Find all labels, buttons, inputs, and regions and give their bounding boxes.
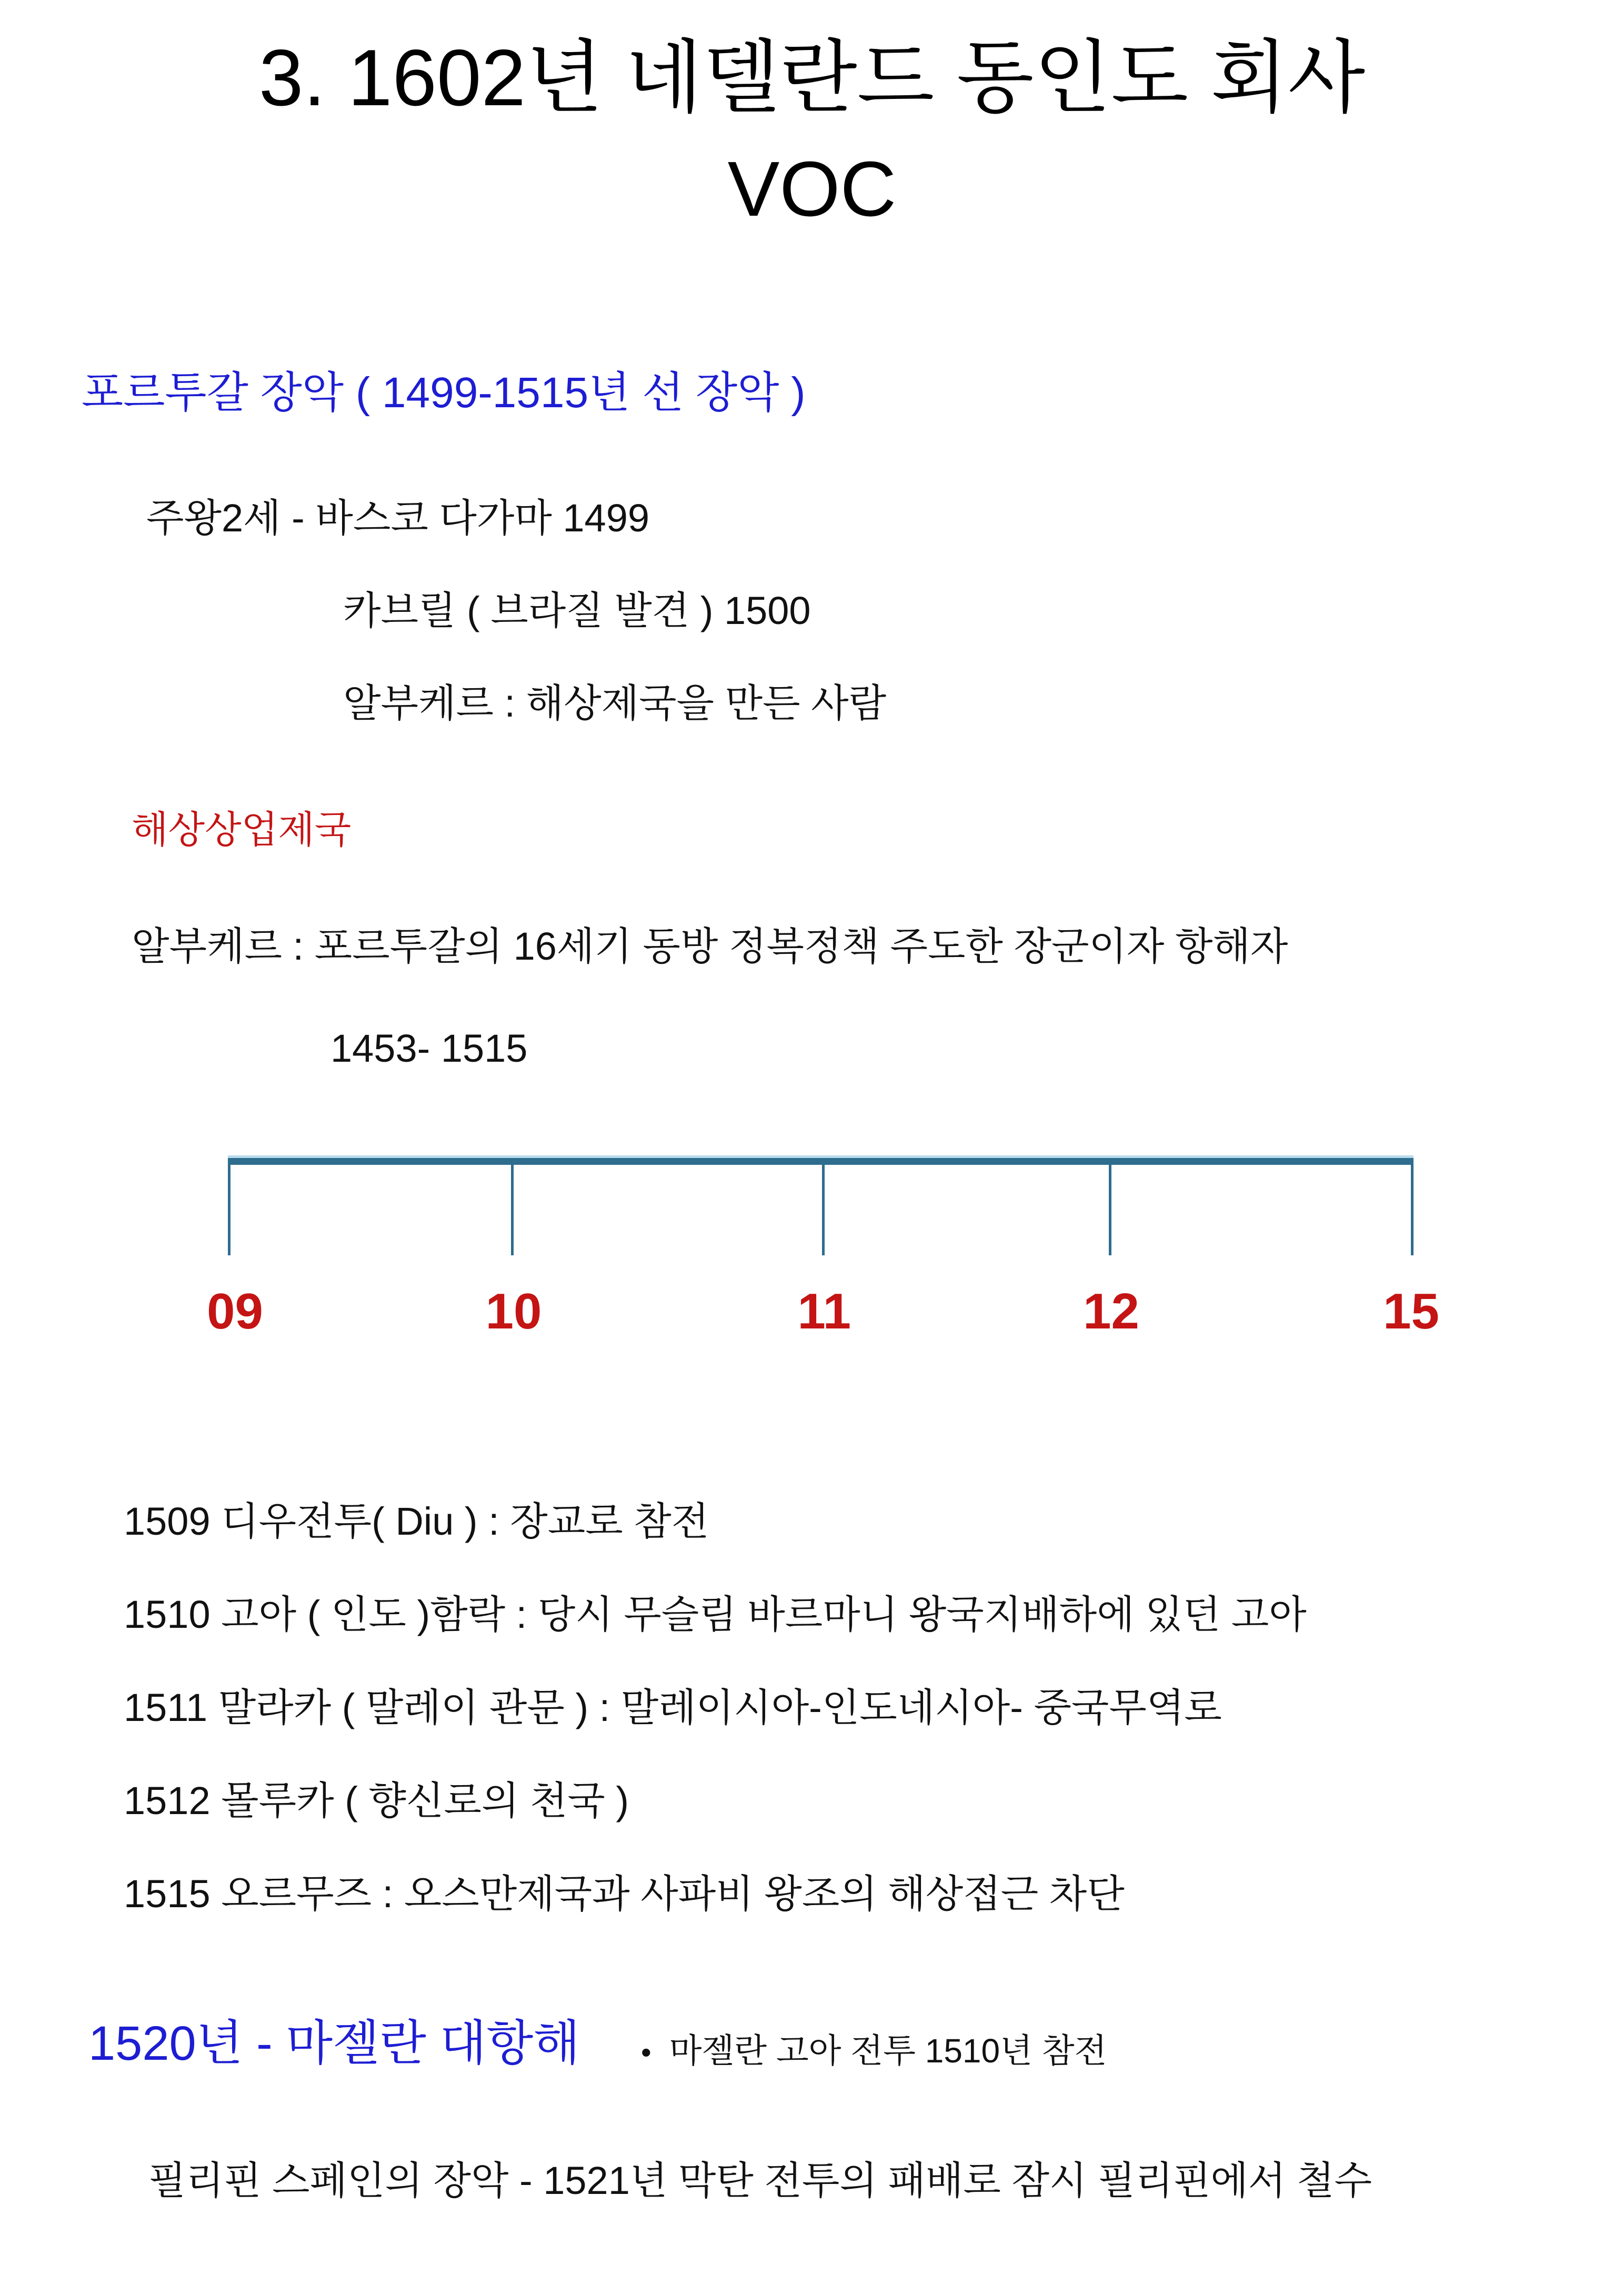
line-albuquerque-description: 알부케르 : 포르투갈의 16세기 동방 정복정책 주도한 장군이자 항해자 — [132, 924, 1288, 968]
bullet-icon: • — [641, 2036, 651, 2069]
timeline-year-label-15: 15 — [1383, 1283, 1439, 1340]
event-1510-goa: 1510 고아 ( 인도 )함락 : 당시 무슬림 바르마니 왕국지배하에 있던 고아 — [124, 1593, 1307, 1636]
line-cabral-brazil: 카브릴 ( 브라질 발견 ) 1500 — [343, 589, 811, 632]
event-1512-moluccas: 1512 몰루카 ( 향신로의 천국 ) — [124, 1779, 629, 1822]
page-title-line1: 3. 1602년 네델란드 동인도 회사 — [258, 33, 1366, 123]
timeline-tick-09 — [228, 1159, 230, 1255]
timeline-tick-10 — [511, 1159, 514, 1255]
page-title-line2: VOC — [727, 146, 897, 233]
timeline-tick-15 — [1411, 1159, 1414, 1255]
timeline-year-label-10: 10 — [485, 1283, 542, 1340]
timeline-bar — [228, 1155, 1414, 1165]
timeline-tick-11 — [822, 1159, 825, 1255]
heading-portugal-seizure: 포르투갈 장악 ( 1499-1515년 선 장악 ) — [82, 369, 806, 417]
line-albuquerque-empire: 알부케르 : 해상제국을 만든 사람 — [343, 681, 887, 725]
timeline-year-label-09: 09 — [207, 1283, 263, 1340]
page-title — [0, 33, 1624, 233]
heading-magellan-voyage: 1520년 - 마젤란 대항해 — [88, 2017, 580, 2070]
event-1509-diu: 1509 디우전투( Diu ) : 장교로 참전 — [124, 1499, 709, 1543]
label-maritime-commercial-empire: 해상상업제국 — [132, 809, 352, 851]
event-1511-malacca: 1511 말라카 ( 말레이 관문 ) : 말레이시아-인도네시아- 중국무역로 — [124, 1686, 1222, 1729]
timeline-year-label-11: 11 — [797, 1283, 851, 1340]
line-philippines-spain: 필리핀 스페인의 장악 - 1521년 막탄 전투의 패배로 잠시 필리핀에서 철수 — [148, 2159, 1372, 2202]
magellan-bullet-line — [641, 2034, 1107, 2068]
timeline — [207, 1155, 1439, 1345]
magellan-bullet-text: 마젤란 고아 전투 1510년 참전 — [669, 2032, 1107, 2070]
line-albuquerque-years: 1453- 1515 — [330, 1026, 528, 1070]
line-king-vasco: 주왕2세 - 바스코 다가마 1499 — [146, 496, 650, 540]
event-1515-hormuz: 1515 오르무즈 : 오스만제국과 사파비 왕조의 해상접근 차단 — [124, 1872, 1125, 1916]
timeline-year-label-12: 12 — [1083, 1283, 1139, 1340]
timeline-tick-12 — [1109, 1159, 1111, 1255]
